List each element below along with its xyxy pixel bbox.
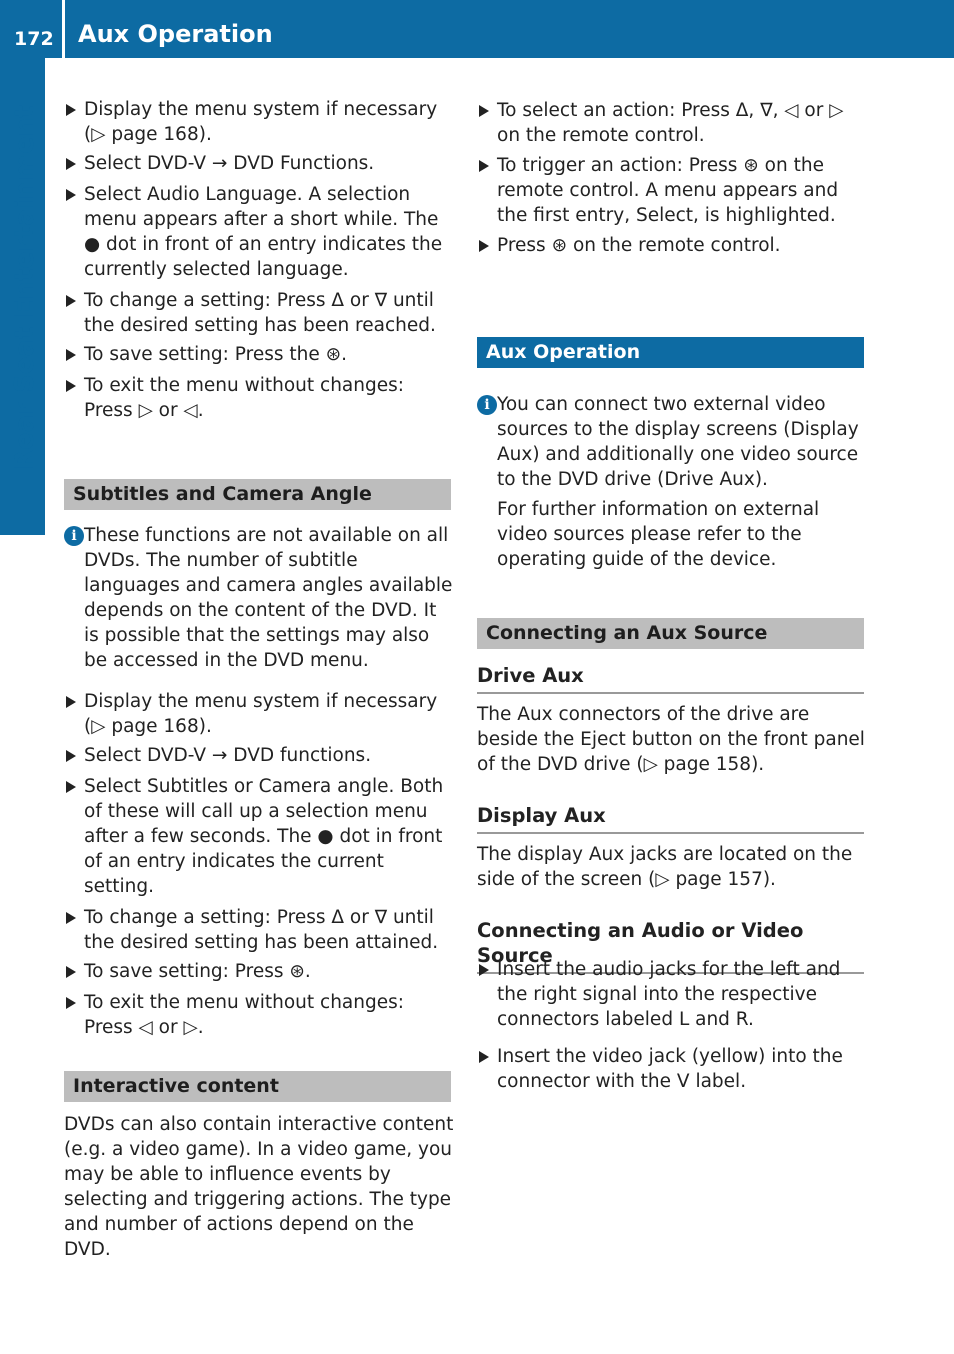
section-heading-subtitles: Subtitles and Camera Angle [64,479,451,510]
list-item: Press ⊛ on the remote control. [477,233,867,258]
list-item: Select Audio Language. A selection menu appears after a short while. The ● dot in front of an entry indicates the currently selected language. [64,182,454,282]
section-heading-interactive: Interactive content [64,1071,451,1102]
list-item: Select Subtitles or Camera angle. Both of these will call up a selection menu after a few seconds. The ● dot in front of an entry indicates the current setting. [64,774,454,899]
list-item: To trigger an action: Press ⊛ on the remote control. A menu appears and the first entry, Select, is highlighted. [477,153,867,228]
list-item: To exit the menu without changes: Press ▷ or ◁. [64,373,454,423]
info-note [64,523,456,673]
list-item: To exit the menu without changes: Press ◁ or ▷. [64,990,454,1040]
page-header [0,0,954,58]
list-item: To change a setting: Press Δ or ∇ until the desired setting has been reached. [64,288,454,338]
connecting-bullet-list [477,957,867,1094]
subheading-drive-aux: Drive Aux [477,663,864,694]
action-bullet-list [477,98,867,258]
section-heading-connecting: Connecting an Aux Source [477,618,864,649]
info-text: You can connect two external video sources to the display screens (Display Aux) and additionally one video source to the DVD drive (Drive Aux). [497,394,859,490]
subtitles-bullet-list [64,689,454,1040]
subheading-display-aux: Display Aux [477,803,864,834]
list-item: Display the menu system if necessary (▷ page 168). [64,689,454,739]
interactive-text: DVDs can also contain interactive content (e.g. a video game). In a video game, you may be able to influence events by selecting and triggering actions. The type and number of actions depend on the DVD. [64,1114,454,1260]
info-text: For further information on external video sources please refer to the operating guide of the device. [497,499,820,570]
list-item: Select DVD-V → DVD functions. [64,743,454,768]
display-aux-text: The display Aux jacks are located on the side of the screen (▷ page 157). [477,844,853,890]
info-note [477,392,867,572]
section-heading-aux-operation: Aux Operation [477,337,864,368]
subheading-audio-video: Connecting an Audio or Video Source [477,918,864,974]
list-item: To change a setting: Press Δ or ∇ until the desired setting has been attained. [64,905,454,955]
header-title: Aux Operation [78,20,273,48]
list-item: Select DVD-V → DVD Functions. [64,151,454,176]
header-divider [62,0,65,58]
side-tab-label: Rear Seat Entertainment [10,105,40,470]
list-item: To save setting: Press ⊛. [64,959,454,984]
drive-aux-text: The Aux connectors of the drive are beside the Eject button on the front panel of the DVD drive (▷ page 158). [477,704,865,775]
list-item: Insert the audio jacks for the left and the right signal into the respective connectors labeled L and R. [477,957,867,1032]
info-icon: i [477,395,497,415]
list-item: Insert the video jack (yellow) into the connector with the V label. [477,1044,867,1094]
info-icon: i [64,526,84,546]
list-item: Display the menu system if necessary (▷ page 168). [64,97,454,147]
list-item: To select an action: Press Δ, ∇, ◁ or ▷ on the remote control. [477,98,867,148]
info-text: These functions are not available on all DVDs. The number of subtitle languages and camera angles available depends on the content of the DVD. It is possible that the settings may also be accessed in the DVD menu. [84,525,453,671]
intro-bullet-list [64,97,454,423]
page-number: 172 [14,28,54,50]
list-item: To save setting: Press the ⊛. [64,342,454,367]
